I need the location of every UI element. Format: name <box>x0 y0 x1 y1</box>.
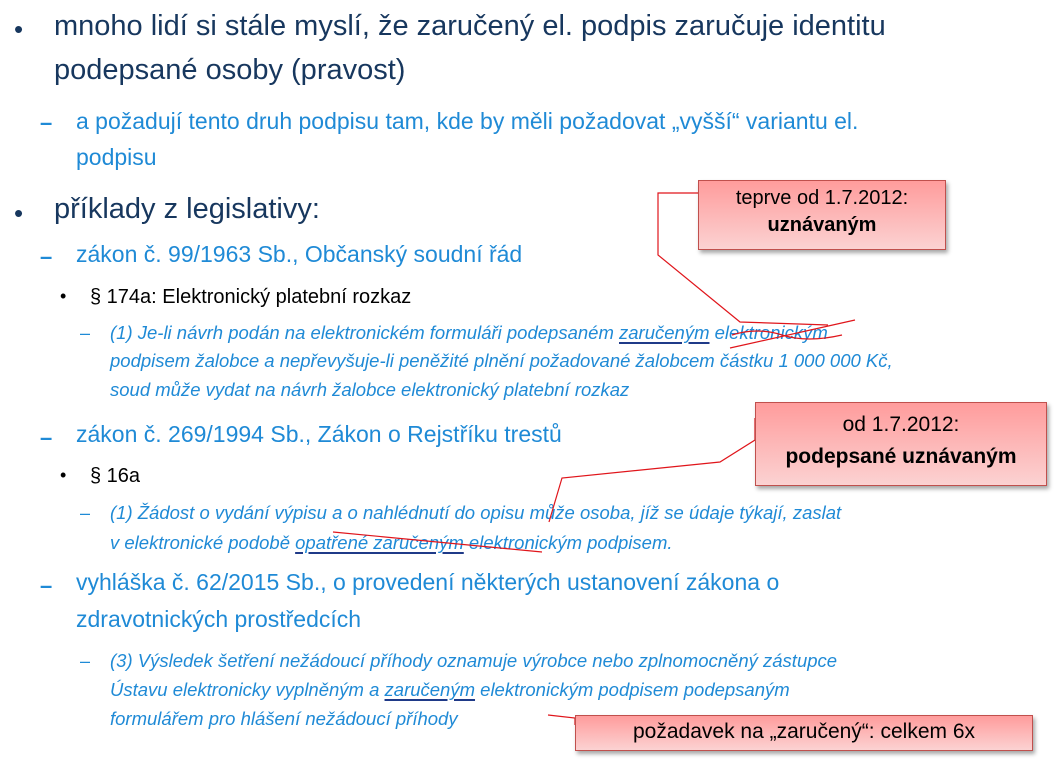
callout-uznavanym <box>698 180 946 250</box>
law2-title: zákon č. 269/1994 Sb., Zákon o Rejstříku trestů <box>76 421 562 447</box>
callout-pozadavek-count <box>575 715 1033 751</box>
dash-marker: – <box>40 244 53 269</box>
callout3-text: požadavek na „zaručený“: celkem 6x <box>633 720 975 743</box>
law3-quote-line1: (3) Výsledek šetření nežádoucí příhody oznamuje výrobce nebo zplnomocněný zástupce <box>110 650 838 671</box>
bullet-marker: • <box>14 14 24 44</box>
highlighted-term: zaručeným <box>619 322 710 343</box>
law1-quote-line2: podpisem žalobce a nepřevyšuje-li peněžité plnění požadované žalobcem částku 1 000 000 Kč, <box>110 350 893 371</box>
dash-marker: – <box>80 323 91 343</box>
law1-section: § 174a: Elektronický platební rozkaz <box>90 286 412 308</box>
law3-title-line2: zdravotnických prostředcích <box>76 606 362 632</box>
bullet-marker-small: • <box>60 465 67 485</box>
bullet-marker-small: • <box>60 286 67 306</box>
callout2-line1: od 1.7.2012: <box>842 413 960 436</box>
callout3-connector <box>548 715 575 725</box>
bullet1-line1: mnoho lidí si stále myslí, že zaručený el. podpis zaručuje identitu <box>54 10 886 42</box>
bullet1-sub-line2: podpisu <box>76 144 157 170</box>
callout2-line2: podepsané uznávaným <box>785 445 1017 468</box>
law3-title-line1: vyhláška č. 62/2015 Sb., o provedení některých ustanovení zákona o <box>76 569 780 595</box>
dash-marker: – <box>80 503 91 523</box>
bullet2-text: příklady z legislativy: <box>54 193 320 225</box>
law3-quote-line3: formulářem pro hlášení nežádoucí příhody <box>110 708 458 729</box>
law1-title: zákon č. 99/1963 Sb., Občanský soudní řád <box>76 241 523 267</box>
law2-quote-line1: (1) Žádost o vydání výpisu a o nahlédnutí do opisu může osoba, jíž se údaje týkají, zaslat <box>110 502 842 523</box>
law3-quote-line2: Ústavu elektronicky vyplněným a zaručeným elektronickým podpisem podepsaným <box>110 679 790 700</box>
dash-marker: – <box>40 110 53 135</box>
callout1-line2: uznávaným <box>767 214 877 236</box>
highlighted-term: zaručeným <box>384 679 476 700</box>
callout1-line1: teprve od 1.7.2012: <box>735 187 909 209</box>
law2-section: § 16a <box>90 465 141 487</box>
dash-marker: – <box>40 425 53 450</box>
law1-quote-line1: (1) Je-li návrh podán na elektronickém formuláři podepsaném zaručeným elektronickým <box>110 322 828 343</box>
law1-quote-line3: soud může vydat na návrh žalobce elektronický platební rozkaz <box>110 379 630 400</box>
bullet-marker: • <box>14 198 24 228</box>
dash-marker: – <box>40 573 53 598</box>
law2-quote-line2: v elektronické podobě opatřené zaručeným elektronickým podpisem. <box>110 532 673 553</box>
highlighted-term: opatřené zaručeným <box>295 532 464 553</box>
bullet1-line2: podepsané osoby (pravost) <box>54 54 406 86</box>
bullet1-sub-line1: a požadují tento druh podpisu tam, kde by měli požadovat „vyšší“ variantu el. <box>76 108 859 134</box>
dash-marker: – <box>80 651 91 671</box>
callout-podepsane-uznavanym <box>755 402 1047 486</box>
